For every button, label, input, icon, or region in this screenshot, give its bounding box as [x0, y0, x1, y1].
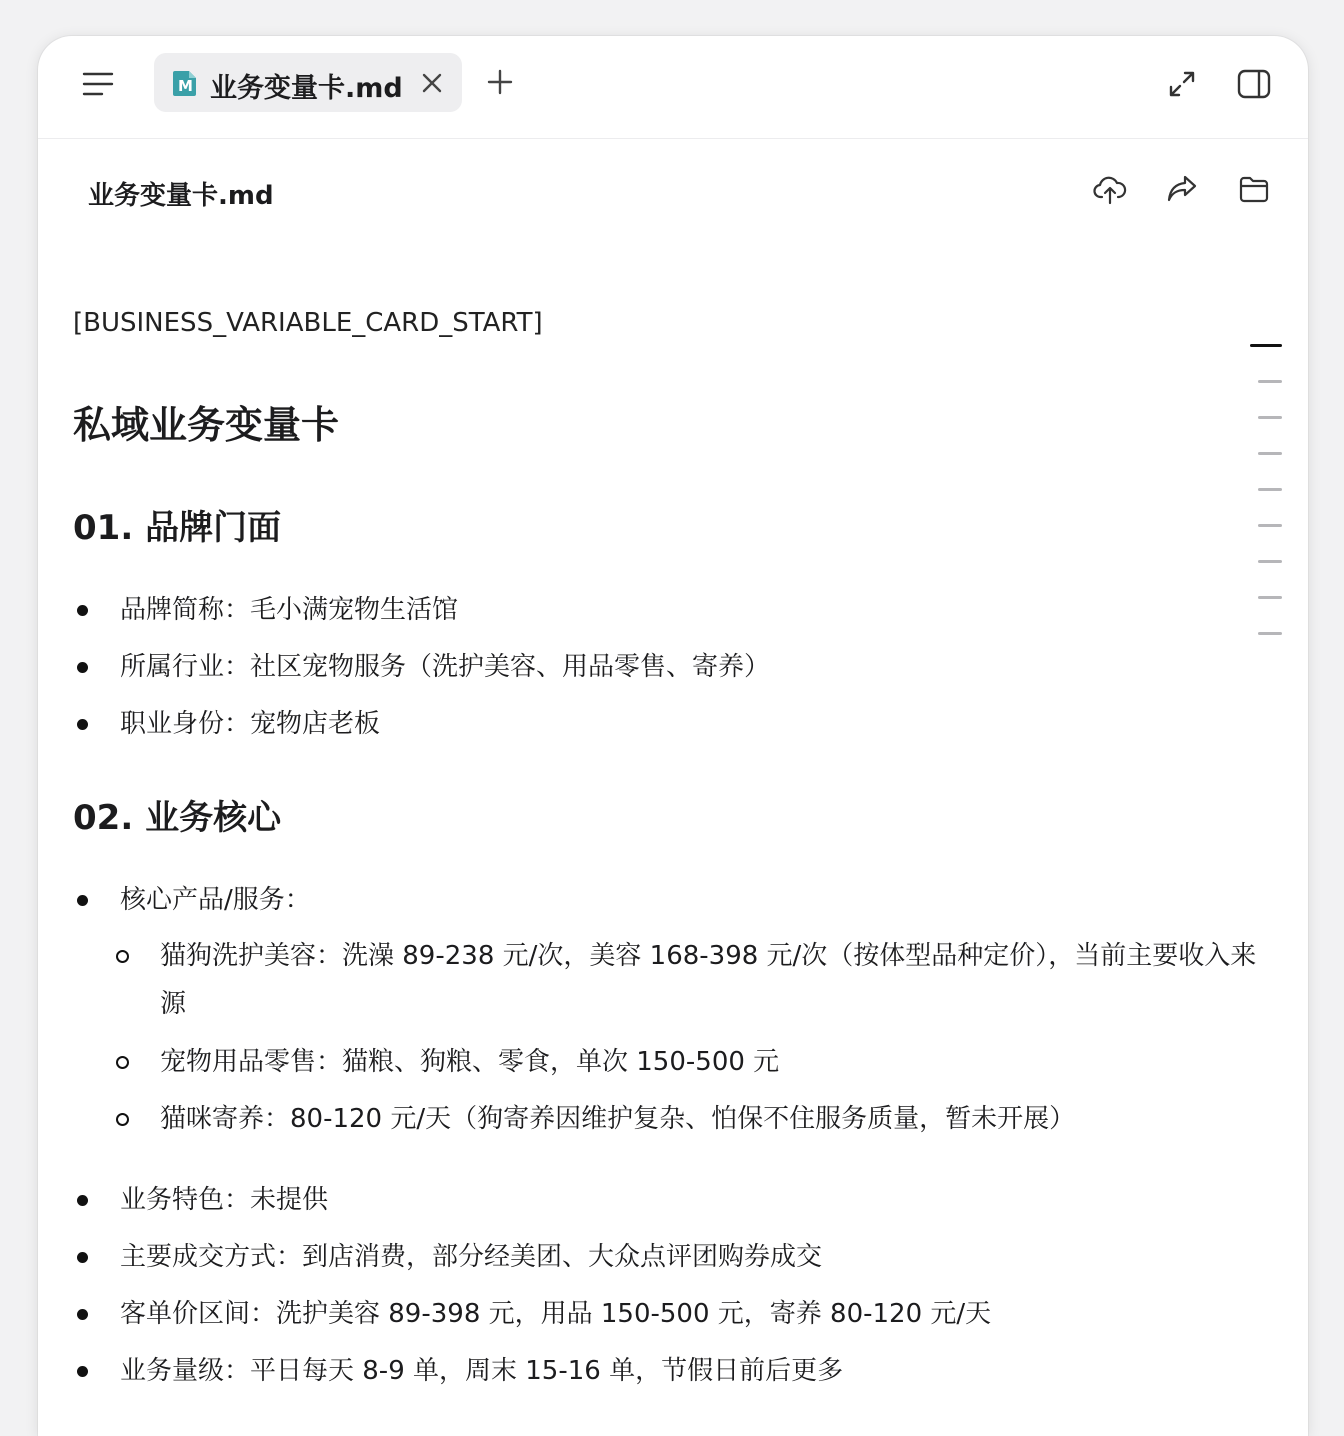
heading-section-1: 01. 品牌门面 [73, 508, 282, 548]
expand-icon[interactable] [1164, 66, 1200, 102]
sub-bullet-icon [116, 950, 129, 963]
bullet-icon [77, 1195, 88, 1206]
outline-entry[interactable] [1258, 632, 1282, 635]
outline-entry[interactable] [1258, 488, 1282, 491]
sub-bullet-icon [116, 1056, 129, 1069]
sub-list-item: 宠物用品零售：猫粮、狗粮、零食，单次 150-500 元 [160, 1047, 780, 1077]
tab-title: 业务变量卡.md [210, 73, 403, 104]
bullet-icon [77, 719, 88, 730]
list-item: 客单价区间：洗护美容 89-398 元，用品 150-500 元，寄养 80-120 元/天 [120, 1299, 992, 1329]
sidebar-toggle-icon[interactable] [1234, 66, 1274, 102]
editor-window [38, 36, 1308, 1436]
bullet-icon [77, 1309, 88, 1320]
folder-icon[interactable] [1236, 171, 1272, 207]
menu-icon[interactable] [78, 66, 118, 102]
sub-list-item: 猫咪寄养：80-120 元/天（狗寄养因维护复杂、怕保不住服务质量，暂未开展） [160, 1104, 1076, 1134]
list-item: 职业身份：宠物店老板 [120, 709, 381, 739]
document-header [38, 139, 1308, 239]
bullet-icon [77, 1366, 88, 1377]
bullet-icon [77, 662, 88, 673]
bullet-icon [77, 895, 88, 906]
outline-entry[interactable] [1258, 380, 1282, 383]
heading-main: 私域业务变量卡 [73, 403, 340, 447]
upload-cloud-icon[interactable] [1092, 171, 1128, 207]
bullet-icon [77, 605, 88, 616]
outline-entry[interactable] [1258, 524, 1282, 527]
list-item: 业务量级：平日每天 8-9 单，周末 15-16 单，节假日前后更多 [120, 1356, 844, 1386]
list-item: 品牌简称：毛小满宠物生活馆 [120, 595, 459, 625]
list-item-core-products: 核心产品/服务： [120, 885, 311, 915]
add-tab-icon[interactable] [484, 66, 516, 98]
outline-entry[interactable] [1258, 560, 1282, 563]
list-item: 主要成交方式：到店消费，部分经美团、大众点评团购券成交 [120, 1242, 823, 1272]
outline-entry[interactable] [1258, 416, 1282, 419]
markdown-badge: M [178, 77, 193, 95]
share-icon[interactable] [1164, 171, 1200, 207]
list-item: 所属行业：社区宠物服务（洗护美容、用品零售、寄养） [120, 652, 771, 682]
document-title: 业务变量卡.md [88, 181, 274, 211]
tab-bar [38, 36, 1308, 139]
list-item: 业务特色：未提供 [120, 1185, 329, 1215]
tab-active-file[interactable] [154, 53, 462, 112]
heading-section-2: 02. 业务核心 [73, 798, 282, 838]
close-icon[interactable] [418, 69, 446, 97]
outline-entry[interactable] [1250, 344, 1282, 347]
markdown-file-icon [172, 69, 198, 97]
sub-bullet-icon [116, 1113, 129, 1126]
sub-list-item: 猫狗洗护美容：洗澡 89-238 元/次，美容 168-398 元/次（按体型品种定价），当前主要收入来源 [160, 941, 1257, 1019]
bullet-icon [77, 1252, 88, 1263]
outline-entry[interactable] [1258, 452, 1282, 455]
card-start-marker: [BUSINESS_VARIABLE_CARD_START] [73, 308, 543, 338]
outline-entry[interactable] [1258, 596, 1282, 599]
